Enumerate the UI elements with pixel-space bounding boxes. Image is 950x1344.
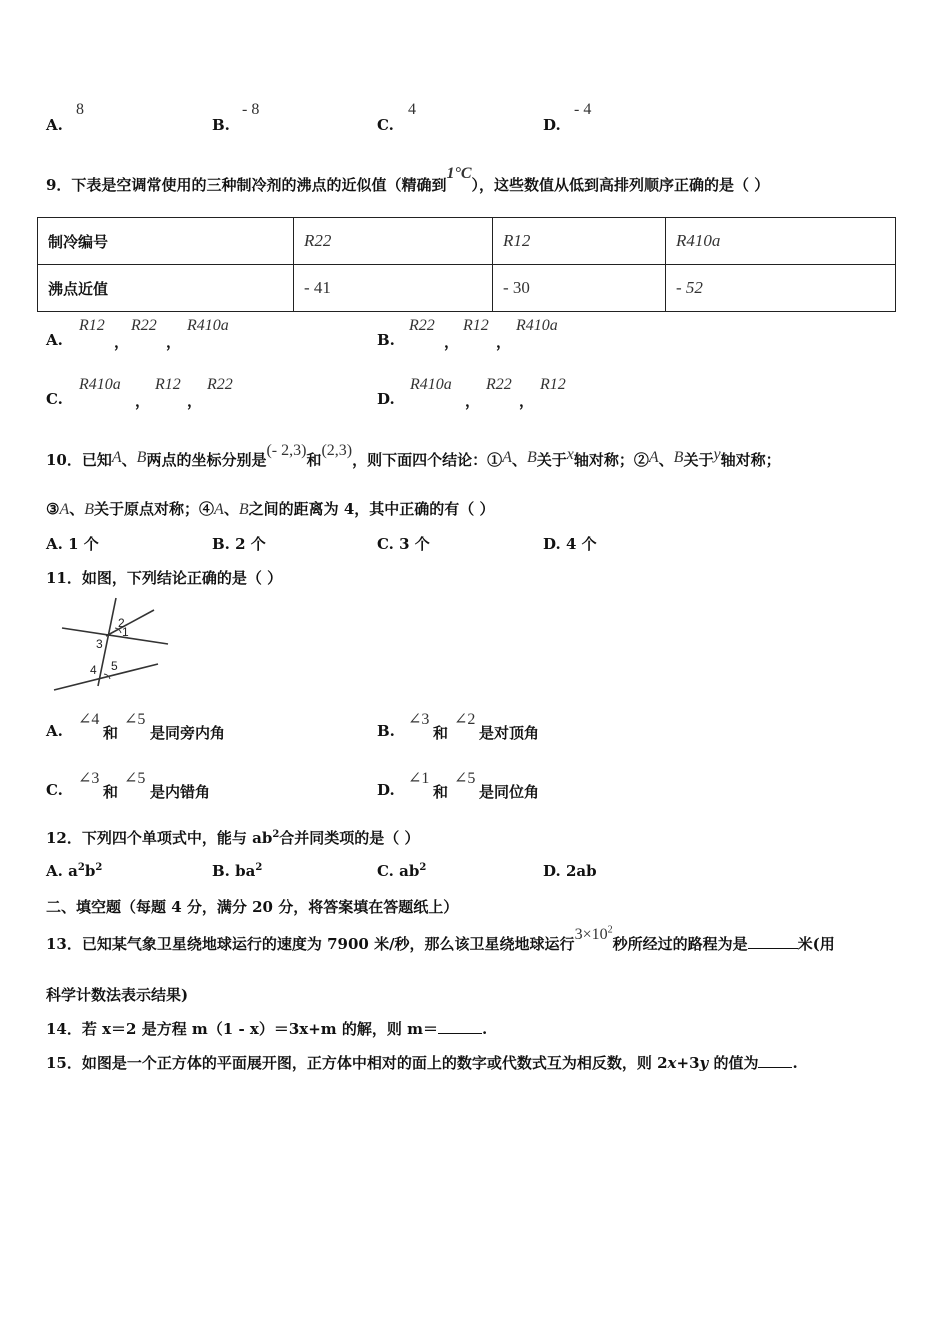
angle-label: 5 <box>111 659 118 673</box>
table-row <box>38 218 896 265</box>
table-cell: - 41 <box>294 265 493 312</box>
q11-option-c-angle1: ∠3 <box>78 770 100 787</box>
q9-table <box>37 217 896 312</box>
q8-option-a-value: 8 <box>76 101 84 118</box>
q10-line1: 10．已知A、B两点的坐标分别是(- 2,3)和(2,3)，则下面四个结论：①A、B关于x轴对称；②A、B关于y轴对称； <box>46 442 781 469</box>
q15-stem: 15．如图是一个正方体的平面展开图，正方体中相对的面上的数字或代数式互为相反数，则 2x+3y 的值为 . <box>46 1054 798 1072</box>
q9-option-d-item: R22 <box>486 376 512 393</box>
q9-option-b-item: R12 <box>463 317 489 334</box>
q13-line1: 13．已知某气象卫星绕地球运行的速度为 7900 米/秒，那么该卫星绕地球运行$3\times 10^2$秒所经过的路程为是 米(用 <box>46 924 835 953</box>
q10-x-axis: x <box>566 446 574 463</box>
table-cell: - 30 <box>493 265 666 312</box>
q8-option-c-value: 4 <box>408 101 416 118</box>
q12-stem: 12．下列四个单项式中，能与 $ab^2$合并同类项的是（ ） <box>46 829 420 847</box>
q8-option-b-label: B. <box>212 116 230 134</box>
table-row <box>38 265 896 312</box>
q10-option-d: D. 4 个 <box>543 535 597 553</box>
q9-stem <box>46 165 770 195</box>
table-cell-header: 沸点近值 <box>38 265 294 312</box>
q11-option-c-angle2: ∠5 <box>124 770 146 787</box>
q9-option-d-item: R12 <box>540 376 566 393</box>
q14-answer-blank[interactable] <box>438 1019 482 1034</box>
q9-option-c-label: C. <box>46 390 63 408</box>
q11-option-a-label: A. <box>46 722 63 740</box>
q9-option-b-item: R22 <box>409 317 435 334</box>
angle-label: 3 <box>96 637 103 651</box>
q9-option-a-label: A. <box>46 331 63 349</box>
q9-option-b-label: B. <box>377 331 395 349</box>
q9-option-b-item: R410a <box>516 317 558 334</box>
q9-option-c-item: R410a <box>79 376 121 393</box>
q9-stem-before: 9．下表是空调常使用的三种制冷剂的沸点的近似值（精确到 <box>46 176 447 194</box>
q11-option-c-text: 是内错角 <box>150 783 211 801</box>
q9-option-a-item: R12 <box>79 317 105 334</box>
q8-option-d-value: - 4 <box>574 101 592 118</box>
table-cell: R22 <box>294 218 493 265</box>
section-heading: 二、填空题（每题 4 分，满分 20 分，将答案填在答题纸上） <box>46 898 459 916</box>
q12-option-a: A. $a^2b^2$ <box>46 862 103 880</box>
q10-coord2: (2,3) <box>321 442 353 459</box>
q9-option-d-item: R410a <box>410 376 452 393</box>
q12-option-d: D. 2ab <box>543 862 597 880</box>
q9-stem-after: ），这些数值从低到高排列顺序正确的是（ ） <box>471 176 770 194</box>
q8-option-b-value: - 8 <box>242 101 260 118</box>
q13-answer-blank[interactable] <box>748 934 798 949</box>
angle-label: 2 <box>118 616 125 630</box>
figure-line-c <box>54 664 158 690</box>
q10-line2: ③A、B关于原点对称；④A、B之间的距离为 4，其中正确的有（ ） <box>46 500 495 518</box>
q11-option-b-label: B. <box>377 722 395 740</box>
table-cell: R12 <box>493 218 666 265</box>
q13-math: $3\times 10^2$ <box>574 924 613 943</box>
q8-option-d-label: D. <box>543 116 561 134</box>
q11-option-d-angle1: ∠1 <box>408 770 430 787</box>
q8-option-a-label: A. <box>46 116 63 134</box>
q10-point-b: B <box>136 449 147 466</box>
q10-text: ，则下面四个结论：① <box>352 451 503 469</box>
q8-option-c-label: C. <box>377 116 394 134</box>
q11-option-d-angle2: ∠5 <box>454 770 476 787</box>
q13-line2: 科学计数法表示结果) <box>46 986 189 1004</box>
q11-stem: 11．如图，下列结论正确的是（ ） <box>46 569 283 587</box>
q12-option-c: C. $ab^2$ <box>377 862 427 880</box>
q12-option-b: B. $ba^2$ <box>212 862 263 880</box>
q11-option-a-angle2: ∠5 <box>124 711 146 728</box>
q9-option-a-item: R410a <box>187 317 229 334</box>
q11-option-d-text: 是同位角 <box>479 783 540 801</box>
q14-stem: 14．若 x＝2 是方程 m（1 - x）＝3x+m 的解，则 m＝ . <box>46 1020 488 1038</box>
q15-answer-blank[interactable] <box>758 1053 792 1068</box>
q10-y-axis: y <box>713 446 721 463</box>
q9-unit: 1°C <box>446 165 472 182</box>
q11-figure <box>46 594 176 696</box>
table-cell: - 52 <box>666 265 896 312</box>
table-cell: R410a <box>666 218 896 265</box>
q11-option-b-text: 是对顶角 <box>479 724 540 742</box>
q10-text: 10．已知 <box>46 451 112 469</box>
q11-option-c-label: C. <box>46 781 63 799</box>
q10-option-c: C. 3 个 <box>377 535 430 553</box>
table-cell-header: 制冷编号 <box>38 218 294 265</box>
angle-label: 4 <box>90 663 97 677</box>
q9-option-c-item: R12 <box>155 376 181 393</box>
q11-option-a-angle1: ∠4 <box>78 711 100 728</box>
q10-coord1: (- 2,3) <box>266 442 307 459</box>
q10-option-b: B. 2 个 <box>212 535 266 553</box>
q11-option-a-text: 是同旁内角 <box>150 724 226 742</box>
angle-label: 1 <box>122 625 129 639</box>
q9-option-c-item: R22 <box>207 376 233 393</box>
q10-text: 轴对称；② <box>573 451 649 469</box>
q10-option-a: A. 1 个 <box>46 535 99 553</box>
q10-point-a: A <box>111 449 122 466</box>
q10-text: 两点的坐标分别是 <box>146 451 267 469</box>
q9-option-d-label: D. <box>377 390 395 408</box>
q11-option-b-angle2: ∠2 <box>454 711 476 728</box>
q9-option-a-item: R22 <box>131 317 157 334</box>
q11-option-b-angle1: ∠3 <box>408 711 430 728</box>
q11-option-d-label: D. <box>377 781 395 799</box>
